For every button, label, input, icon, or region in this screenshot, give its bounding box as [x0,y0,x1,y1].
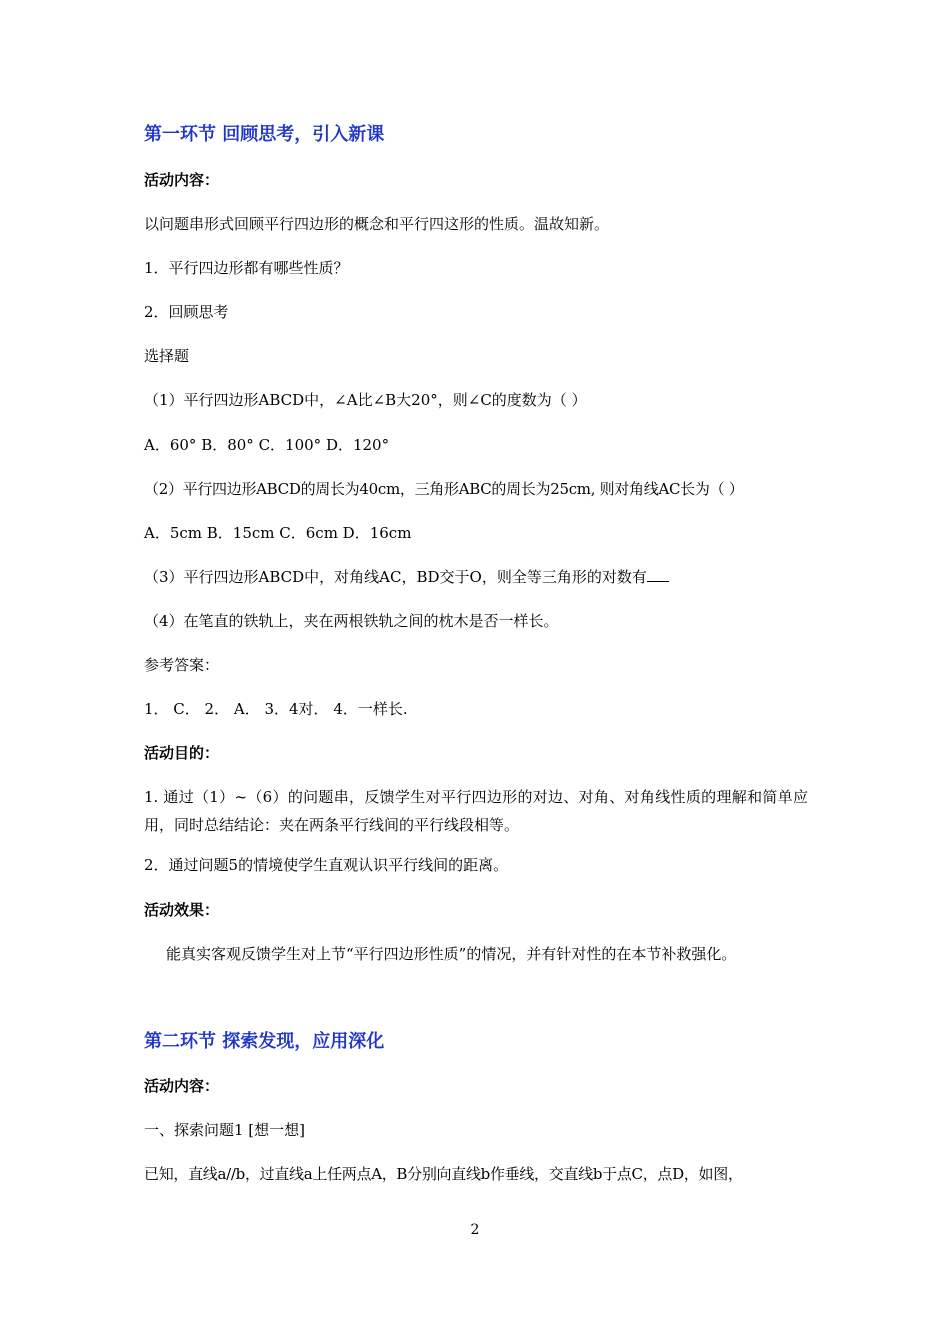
choice-1: （1）平行四边形ABCD中，∠A比∠B大20°，则∠C的度数为（ ） [144,391,587,409]
purpose-label: 活动目的： [144,744,220,762]
effect-text: 能真实客观反馈学生对上节“平行四边形性质”的情况，并有针对性的在本节补救强化。 [166,945,737,963]
choice-2: （2）平行四边形ABCD的周长为40cm，三角形ABC的周长为25cm, 则对角线AC长为（ ） [144,480,744,498]
section1-intro: 以问题串形式回顾平行四边形的概念和平行四这形的性质。温故知新。 [144,215,610,233]
choice-label: 选择题 [144,347,190,365]
effect-label: 活动效果： [144,901,220,919]
choice-3 [144,563,808,591]
page-number: 2 [470,1222,480,1238]
given-statement: 已知，直线a//b，过直线a上任两点A，B分别向直线b作垂线，交直线b于点C，点D，如图， [144,1165,743,1183]
section1-content-label: 活动内容： [144,171,220,189]
answers: 1． C． 2． A． 3．4对． 4．一样长. [144,700,408,718]
purpose-2: 2．通过问题5的情境使学生直观认识平行线间的距离。 [144,856,509,874]
section2-title: 第二环节 探索发现，应用深化 [144,1031,385,1052]
choice-4: （4）在笔直的铁轨上，夹在两根铁轨之间的枕木是否一样长。 [144,612,559,630]
answer-label: 参考答案： [144,656,220,674]
choice-2-options: A．5cm B．15cm C．6cm D．16cm [144,524,412,542]
question-2: 2．回顾思考 [144,303,229,321]
choice-3-text: （3）平行四边形ABCD中，对角线AC，BD交于O，则全等三角形的对数有 [144,568,647,586]
section1-title: 第一环节 回顾思考，引入新课 [144,124,385,145]
explore-problem-1: 一、探索问题1 [想一想] [144,1121,306,1139]
section2-content-label: 活动内容： [144,1077,220,1095]
answer-blank [647,567,669,582]
choice-1-options: A．60° B．80° C．100° D．120° [144,436,390,454]
question-1: 1．平行四边形都有哪些性质？ [144,259,349,277]
purpose-1: 1. 通过（1）~（6）的问题串，反馈学生对平行四边形的对边、对角、对角线性质的理解和简单应用，同时总结结论：夹在两条平行线间的平行线段相等。 [144,788,808,834]
